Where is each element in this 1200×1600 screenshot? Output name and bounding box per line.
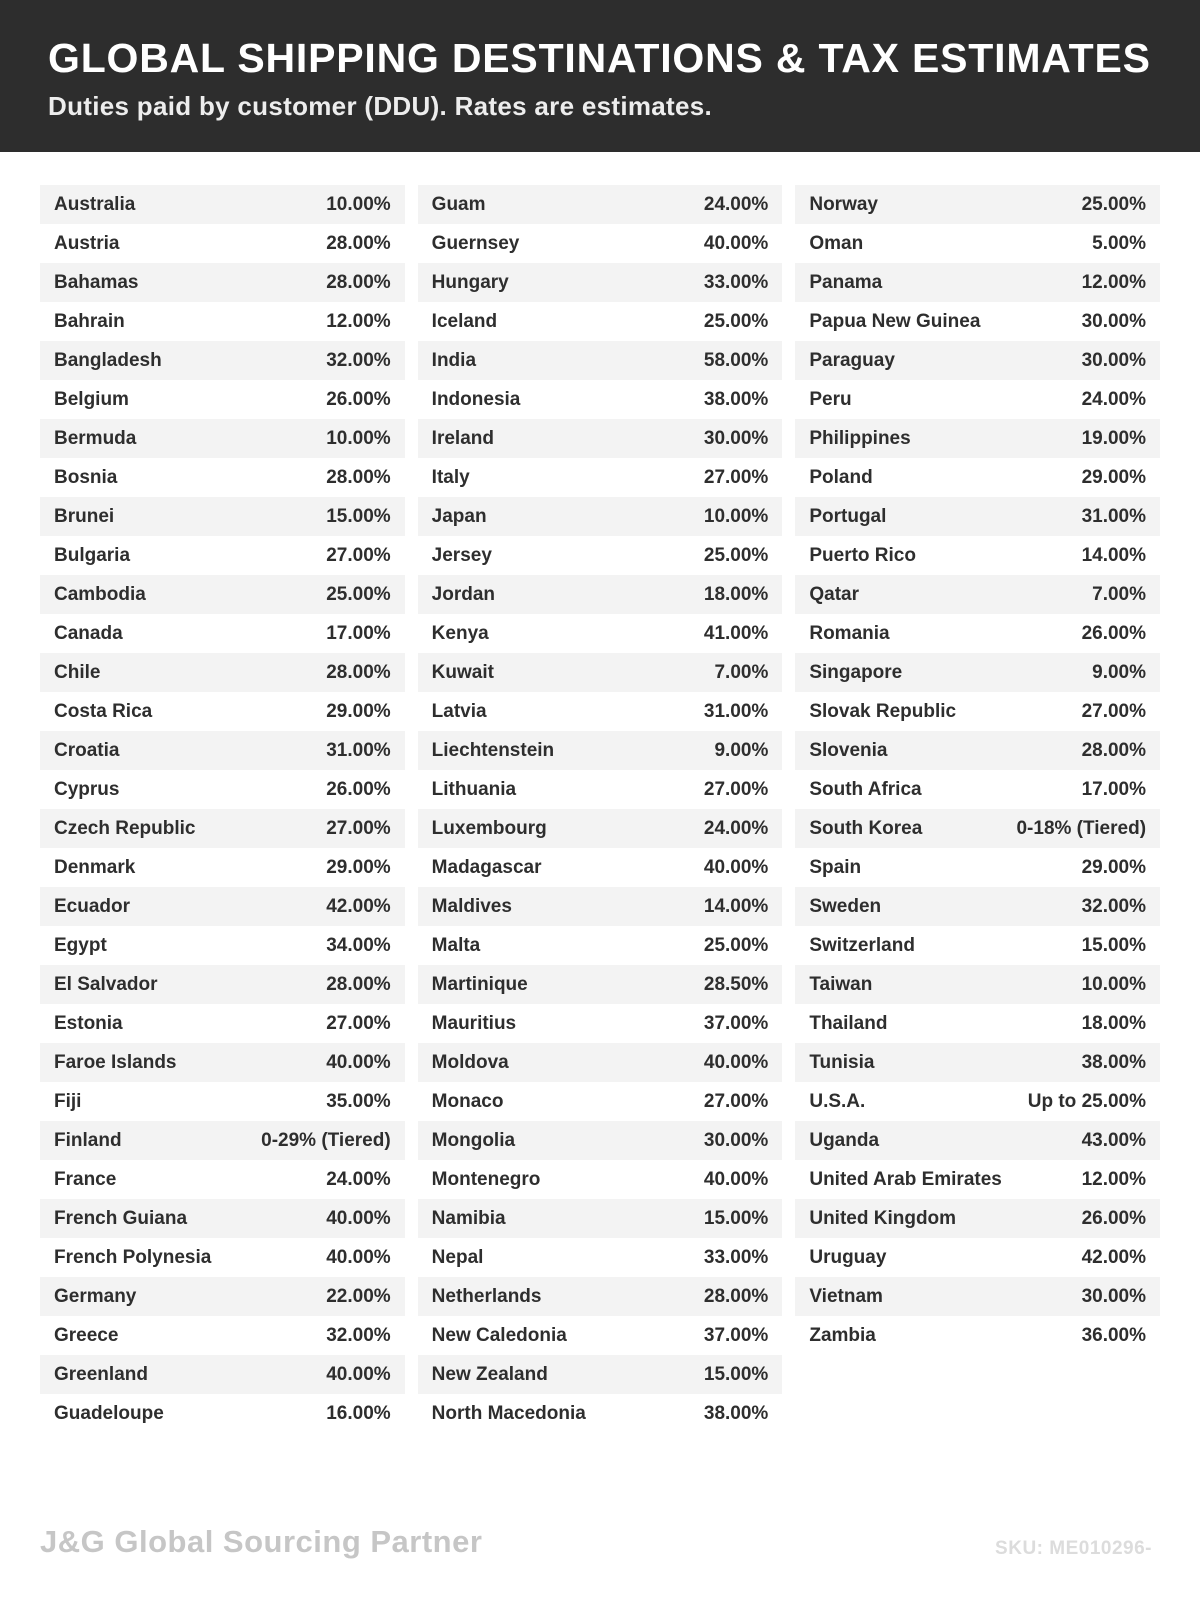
country-name: Estonia [54,1012,123,1034]
table-row [418,1277,783,1316]
country-name: Papua New Guinea [809,310,981,332]
table-row [40,965,405,1004]
rate-value: 32.00% [326,349,391,371]
rate-value: 33.00% [703,1246,769,1268]
header-banner [0,0,1200,152]
table-row [795,1316,1160,1355]
rate-value: 40.00% [326,1363,391,1385]
country-name: Ireland [431,427,494,449]
rate-value: 27.00% [703,1090,769,1112]
country-name: Cambodia [54,583,146,605]
table-row [40,1004,405,1043]
table-row [795,653,1160,692]
rate-value: 58.00% [703,349,769,371]
rate-value: 34.00% [326,934,391,956]
rate-value: 0-18% (Tiered) [1016,817,1147,839]
rate-value: 16.00% [326,1402,391,1424]
table-row [795,575,1160,614]
rate-value: 24.00% [326,1168,391,1190]
rate-value: 26.00% [326,388,391,410]
country-name: French Polynesia [54,1246,212,1268]
rate-value: 35.00% [326,1090,391,1112]
country-name: Moldova [431,1051,509,1073]
country-name: New Zealand [431,1363,548,1385]
country-name: Germany [54,1285,137,1307]
table-row [40,887,405,926]
table-row [418,1004,783,1043]
rate-value: 42.00% [326,895,391,917]
rates-column [795,185,1160,1355]
table-row [418,926,783,965]
rate-value: 18.00% [1081,1012,1147,1034]
table-row [795,731,1160,770]
table-row [40,1355,405,1394]
rate-value: 28.00% [1081,739,1147,761]
rate-value: 28.50% [703,973,769,995]
table-row [795,1277,1160,1316]
country-name: Austria [54,232,120,254]
table-row [795,1121,1160,1160]
country-name: New Caledonia [431,1324,567,1346]
shipping-rates-table [0,185,1200,1433]
table-row [418,575,783,614]
rate-value: 29.00% [326,856,391,878]
table-row [418,341,783,380]
country-name: South Korea [809,817,923,839]
country-name: Guadeloupe [54,1402,164,1424]
country-name: Bangladesh [54,349,162,371]
rate-value: 26.00% [1081,622,1147,644]
rate-value: 40.00% [703,1051,769,1073]
table-row [795,497,1160,536]
rate-value: 30.00% [1081,349,1147,371]
table-row [40,1082,405,1121]
rate-value: 25.00% [1081,193,1147,215]
country-name: Uganda [809,1129,880,1151]
table-row [418,263,783,302]
country-name: Australia [54,193,136,215]
table-row [40,692,405,731]
country-name: Sweden [809,895,882,917]
country-name: Latvia [431,700,487,722]
rate-value: 14.00% [703,895,769,917]
rate-value: 28.00% [326,661,391,683]
country-name: Bulgaria [54,544,131,566]
rate-value: 40.00% [326,1246,391,1268]
rate-value: 28.00% [326,232,391,254]
table-row [418,965,783,1004]
rate-value: 24.00% [703,817,769,839]
table-row [418,419,783,458]
table-row [40,614,405,653]
rate-value: 27.00% [326,817,391,839]
rate-value: 18.00% [703,583,769,605]
table-row [795,770,1160,809]
country-name: Madagascar [431,856,542,878]
rate-value: 30.00% [1081,1285,1147,1307]
table-row [40,653,405,692]
table-row [418,302,783,341]
rate-value: 25.00% [703,310,769,332]
table-row [40,224,405,263]
table-row [40,185,405,224]
country-name: Mongolia [431,1129,516,1151]
country-name: France [54,1168,117,1190]
table-row [418,1121,783,1160]
table-row [418,1082,783,1121]
country-name: Jordan [431,583,496,605]
country-name: Poland [809,466,873,488]
country-name: Netherlands [431,1285,542,1307]
country-name: Zambia [809,1324,876,1346]
rate-value: 15.00% [1081,934,1147,956]
rate-value: Up to 25.00% [1027,1090,1147,1112]
rate-value: 25.00% [326,583,391,605]
country-name: Kenya [431,622,489,644]
country-name: U.S.A. [809,1090,866,1112]
rate-value: 38.00% [1081,1051,1147,1073]
rate-value: 32.00% [326,1324,391,1346]
country-name: Chile [54,661,101,683]
table-row [418,1316,783,1355]
sku-label: SKU: ME010296- [995,1538,1152,1559]
table-row [795,341,1160,380]
table-row [40,302,405,341]
table-row [418,1160,783,1199]
country-name: Luxembourg [431,817,547,839]
rate-value: 15.00% [703,1207,769,1229]
table-row [795,1082,1160,1121]
rate-value: 27.00% [326,1012,391,1034]
table-row [418,1043,783,1082]
country-name: Fiji [54,1090,82,1112]
table-row [795,302,1160,341]
rate-value: 36.00% [1081,1324,1147,1346]
country-name: South Africa [809,778,922,800]
country-name: Spain [809,856,862,878]
rate-value: 24.00% [703,193,769,215]
table-row [795,926,1160,965]
country-name: Greenland [54,1363,148,1385]
rates-column [40,185,405,1433]
country-name: Bermuda [54,427,137,449]
rate-value: 40.00% [326,1051,391,1073]
table-row [40,1160,405,1199]
table-row [418,380,783,419]
rate-value: 31.00% [703,700,769,722]
country-name: Lithuania [431,778,517,800]
rate-value: 12.00% [326,310,391,332]
table-row [40,1121,405,1160]
table-row [418,458,783,497]
country-name: Croatia [54,739,120,761]
table-row [418,848,783,887]
country-name: Uruguay [809,1246,887,1268]
country-name: Brunei [54,505,115,527]
table-row [795,848,1160,887]
table-row [40,575,405,614]
country-name: Taiwan [809,973,873,995]
rate-value: 9.00% [714,739,769,761]
page-title: GLOBAL SHIPPING DESTINATIONS & TAX ESTIMATES [48,35,1151,81]
country-name: United Arab Emirates [809,1168,1002,1190]
rate-value: 33.00% [703,271,769,293]
country-name: Jersey [431,544,492,566]
rate-value: 41.00% [703,622,769,644]
country-name: Costa Rica [54,700,153,722]
rate-value: 28.00% [326,973,391,995]
rate-value: 30.00% [703,1129,769,1151]
table-row [418,809,783,848]
table-row [418,224,783,263]
table-row [40,1394,405,1433]
rate-value: 12.00% [1081,1168,1147,1190]
rate-value: 25.00% [703,544,769,566]
rate-value: 10.00% [703,505,769,527]
country-name: Japan [431,505,487,527]
table-row [795,1238,1160,1277]
table-row [40,380,405,419]
rate-value: 27.00% [703,778,769,800]
country-name: Czech Republic [54,817,196,839]
country-name: Namibia [431,1207,506,1229]
rate-value: 26.00% [1081,1207,1147,1229]
table-row [40,497,405,536]
table-row [418,536,783,575]
table-row [40,419,405,458]
rate-value: 30.00% [1081,310,1147,332]
country-name: Thailand [809,1012,888,1034]
country-name: Guam [431,193,486,215]
table-row [795,614,1160,653]
country-name: Iceland [431,310,498,332]
table-row [40,1199,405,1238]
country-name: Liechtenstein [431,739,555,761]
table-row [418,770,783,809]
table-row [795,224,1160,263]
country-name: Kuwait [431,661,494,683]
rate-value: 25.00% [703,934,769,956]
rate-value: 17.00% [326,622,391,644]
country-name: Nepal [431,1246,484,1268]
country-name: Panama [809,271,883,293]
country-name: Italy [431,466,470,488]
table-row [795,1043,1160,1082]
rate-value: 38.00% [703,1402,769,1424]
country-name: Bahrain [54,310,125,332]
table-row [40,341,405,380]
table-row [40,458,405,497]
rate-value: 12.00% [1081,271,1147,293]
country-name: Canada [54,622,123,644]
country-name: Malta [431,934,481,956]
country-name: India [431,349,477,371]
table-row [795,419,1160,458]
table-row [418,887,783,926]
country-name: Maldives [431,895,512,917]
country-name: Philippines [809,427,911,449]
country-name: French Guiana [54,1207,188,1229]
rate-value: 17.00% [1081,778,1147,800]
country-name: Peru [809,388,852,410]
country-name: Cyprus [54,778,120,800]
table-row [418,1199,783,1238]
country-name: Portugal [809,505,887,527]
rate-value: 37.00% [703,1012,769,1034]
table-row [418,185,783,224]
country-name: Greece [54,1324,119,1346]
rate-value: 37.00% [703,1324,769,1346]
country-name: Switzerland [809,934,915,956]
table-row [418,653,783,692]
page-subtitle: Duties paid by customer (DDU). Rates are estimates. [48,91,713,122]
rate-value: 26.00% [326,778,391,800]
country-name: Egypt [54,934,107,956]
table-row [418,1394,783,1433]
country-name: Tunisia [809,1051,875,1073]
rate-value: 15.00% [703,1363,769,1385]
country-name: Slovenia [809,739,888,761]
rate-value: 29.00% [1081,466,1147,488]
table-row [418,614,783,653]
rate-value: 40.00% [703,1168,769,1190]
rate-value: 28.00% [326,466,391,488]
rate-value: 5.00% [1092,232,1147,254]
table-row [418,497,783,536]
table-row [40,263,405,302]
rate-value: 29.00% [326,700,391,722]
table-row [40,770,405,809]
table-row [40,1316,405,1355]
rate-value: 19.00% [1081,427,1147,449]
rate-value: 27.00% [703,466,769,488]
country-name: North Macedonia [431,1402,586,1424]
table-row [795,1004,1160,1043]
country-name: Norway [809,193,878,215]
table-row [795,536,1160,575]
rate-value: 14.00% [1081,544,1147,566]
rate-value: 40.00% [326,1207,391,1229]
rates-column [418,185,783,1433]
country-name: Montenegro [431,1168,541,1190]
country-name: Guernsey [431,232,520,254]
country-name: United Kingdom [809,1207,957,1229]
table-row [795,887,1160,926]
country-name: Paraguay [809,349,895,371]
table-row [795,809,1160,848]
table-row [418,692,783,731]
table-row [795,263,1160,302]
table-row [795,1199,1160,1238]
rate-value: 38.00% [703,388,769,410]
country-name: Qatar [809,583,859,605]
table-row [795,380,1160,419]
country-name: Bahamas [54,271,139,293]
country-name: Singapore [809,661,903,683]
rate-value: 43.00% [1081,1129,1147,1151]
table-row [40,848,405,887]
table-row [40,1238,405,1277]
rate-value: 42.00% [1081,1246,1147,1268]
rate-value: 22.00% [326,1285,391,1307]
rate-value: 28.00% [703,1285,769,1307]
table-row [40,1043,405,1082]
rate-value: 9.00% [1092,661,1147,683]
country-name: Faroe Islands [54,1051,177,1073]
rate-value: 7.00% [1092,583,1147,605]
table-row [40,926,405,965]
rate-value: 40.00% [703,232,769,254]
rate-value: 28.00% [326,271,391,293]
rate-value: 40.00% [703,856,769,878]
rate-value: 31.00% [326,739,391,761]
rate-value: 29.00% [1081,856,1147,878]
rate-value: 24.00% [1081,388,1147,410]
rate-value: 27.00% [1081,700,1147,722]
table-row [795,965,1160,1004]
country-name: Oman [809,232,864,254]
country-name: Monaco [431,1090,504,1112]
country-name: Denmark [54,856,136,878]
country-name: Bosnia [54,466,118,488]
table-row [418,1238,783,1277]
rate-value: 10.00% [1081,973,1147,995]
table-row [795,692,1160,731]
country-name: Indonesia [431,388,521,410]
rate-value: 31.00% [1081,505,1147,527]
table-row [418,1355,783,1394]
rate-value: 30.00% [703,427,769,449]
brand-name: J&G Global Sourcing Partner [40,1524,483,1559]
table-row [795,185,1160,224]
table-row [40,731,405,770]
country-name: Slovak Republic [809,700,957,722]
table-row [795,458,1160,497]
rate-value: 27.00% [326,544,391,566]
country-name: Puerto Rico [809,544,916,566]
table-row [40,809,405,848]
table-row [40,1277,405,1316]
country-name: Finland [54,1129,122,1151]
rate-value: 15.00% [326,505,391,527]
footer [40,1524,1152,1560]
table-row [40,536,405,575]
country-name: Belgium [54,388,129,410]
country-name: Ecuador [54,895,131,917]
rate-value: 10.00% [326,427,391,449]
country-name: Hungary [431,271,509,293]
country-name: Martinique [431,973,528,995]
country-name: Mauritius [431,1012,517,1034]
rate-value: 7.00% [714,661,769,683]
table-row [795,1160,1160,1199]
table-row [418,731,783,770]
rate-value: 10.00% [326,193,391,215]
rate-value: 32.00% [1081,895,1147,917]
country-name: Vietnam [809,1285,883,1307]
country-name: Romania [809,622,890,644]
country-name: El Salvador [54,973,158,995]
rate-value: 0-29% (Tiered) [261,1129,391,1151]
